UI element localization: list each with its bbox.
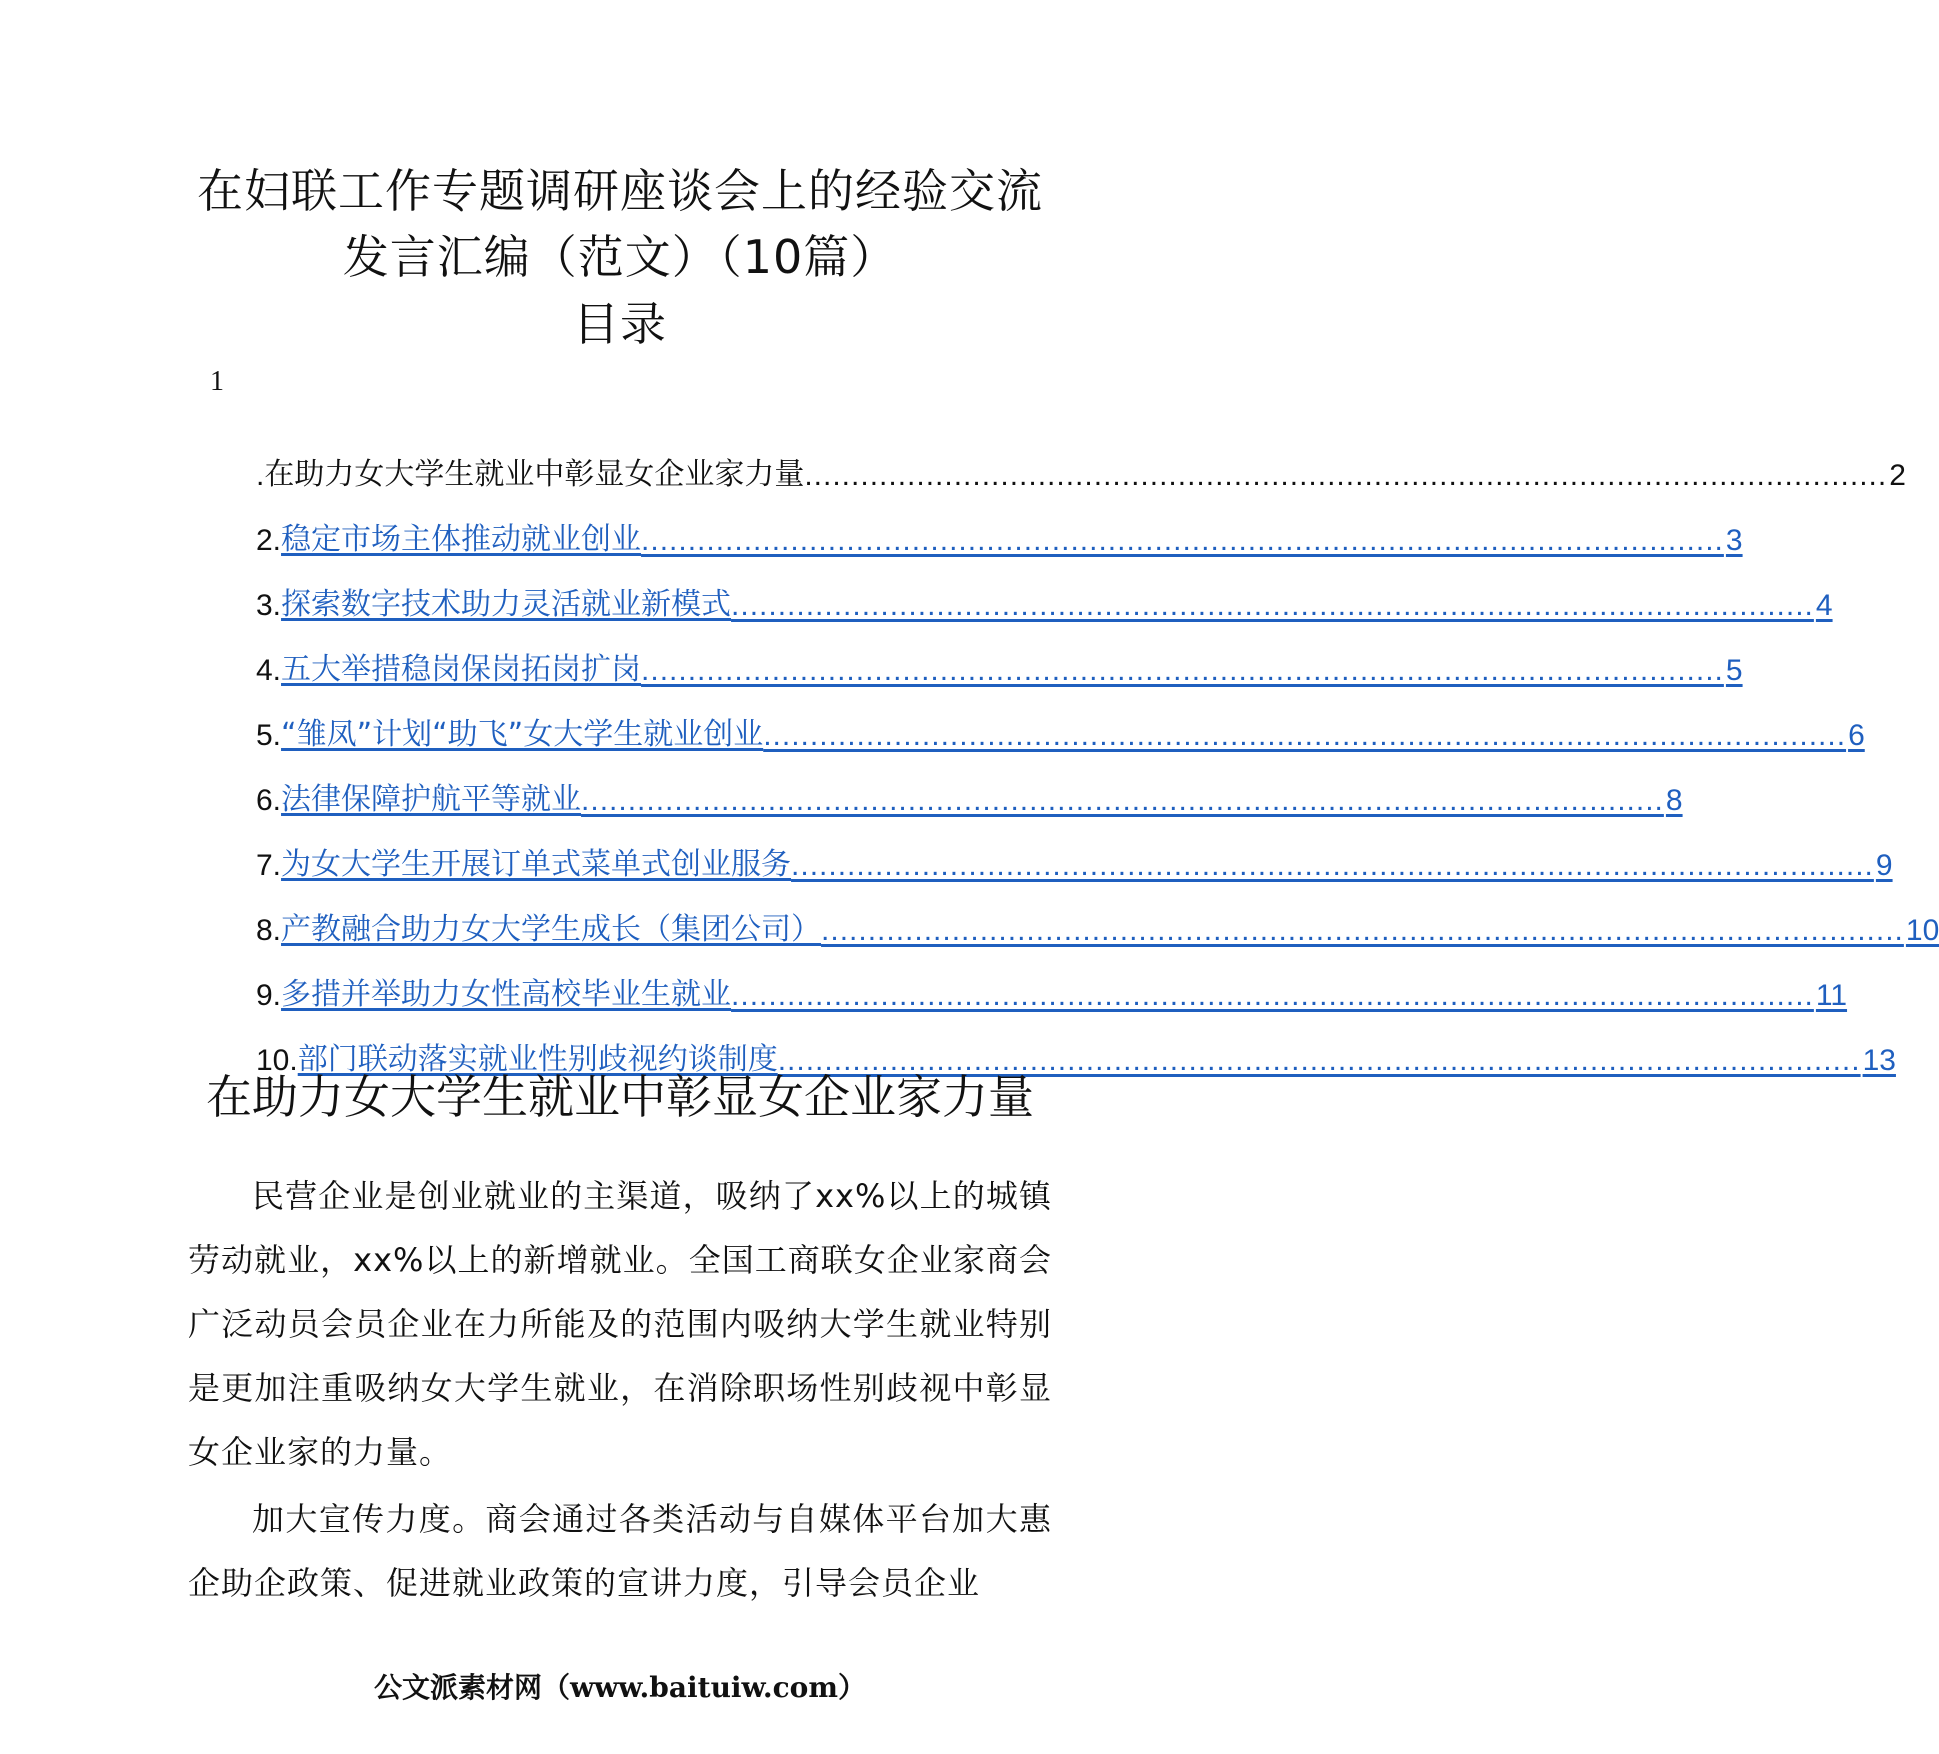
toc-entry-page[interactable]: 11	[1815, 979, 1848, 1012]
toc-first-number: 1	[210, 366, 224, 397]
toc-entry-link[interactable]: 产教融合助力女大学生成长（集团公司）	[281, 912, 822, 947]
toc-entry-number: .	[256, 459, 265, 492]
toc-entry-page[interactable]: 10	[1905, 914, 1939, 947]
toc-leader-dots: ....................................................................................................................	[641, 654, 1724, 687]
toc-entry-page[interactable]: 6	[1848, 719, 1865, 752]
toc-entry-number: 2.	[256, 524, 282, 557]
toc-leader-dots: ....................................................................................................................	[777, 1044, 1861, 1077]
toc-entry-link[interactable]: 稳定市场主体推动就业创业	[281, 522, 642, 557]
toc-entry-number: 3.	[256, 589, 282, 622]
toc-leader-dots: ....................................................................................................................	[641, 524, 1724, 557]
body-paragraph-1: 民营企业是创业就业的主渠道，吸纳了xx%以上的城镇劳动就业，xx%以上的新增就业。全国工商联女企业家商会广泛动员会员企业在力所能及的范围内吸纳大学生就业特别是更加注重吸纳女大学生就业，在消除职场性别歧视中彰显女企业家的力量。	[188, 1177, 1052, 1471]
table-of-contents	[256, 428, 1939, 1078]
page-footer: 公文派素材网（www.baituiw.com）	[374, 1671, 866, 1704]
body-paragraph-2: 加大宣传力度。商会通过各类活动与自媒体平台加大惠企助企政策、促进就业政策的宣讲力度，引导会员企业	[188, 1500, 1052, 1602]
document-title-line1: 在妇联工作专题调研座谈会上的经验交流	[197, 164, 1043, 218]
toc-entry-number: 4.	[256, 654, 282, 687]
toc-entry-link[interactable]: 法律保障护航平等就业	[281, 782, 582, 817]
toc-entry-page[interactable]: 5	[1725, 654, 1743, 687]
toc-entry-1[interactable]	[256, 428, 1906, 493]
toc-entry-page: 2	[1889, 459, 1906, 492]
document-title-line2: 发言汇编（范文）（10篇）	[342, 230, 898, 284]
toc-entry-number: 9.	[256, 979, 282, 1012]
toc-entry-number: 10.	[256, 1044, 298, 1077]
toc-leader-dots: ....................................................................................................................	[731, 589, 1814, 622]
toc-entry-number: 6.	[256, 784, 282, 817]
toc-entry-2[interactable]	[256, 493, 1743, 558]
toc-leader-dots: ....................................................................................................................	[804, 459, 1888, 492]
toc-entry-5[interactable]	[256, 688, 1865, 753]
toc-entry-link[interactable]: 探索数字技术助力灵活就业新模式	[281, 587, 732, 622]
toc-entry-page[interactable]: 3	[1725, 524, 1743, 557]
toc-entry-8[interactable]	[256, 883, 1939, 948]
toc-entry-link[interactable]: 多措并举助力女性高校毕业生就业	[281, 977, 732, 1012]
toc-entry-link[interactable]: 为女大学生开展订单式菜单式创业服务	[281, 847, 792, 882]
toc-leader-dots: ....................................................................................................................	[791, 849, 1874, 882]
toc-entry-number: 5.	[256, 719, 282, 752]
toc-entry-number: 7.	[256, 849, 282, 882]
toc-leader-dots: ....................................................................................................................	[581, 784, 1664, 817]
toc-entry-page[interactable]: 13	[1862, 1044, 1896, 1077]
toc-leader-dots: ....................................................................................................................	[821, 914, 1904, 947]
toc-entry-4[interactable]	[256, 623, 1743, 688]
toc-entry-3[interactable]	[256, 558, 1833, 623]
toc-entry-label: 在助力女大学生就业中彰显女企业家力量	[264, 457, 805, 492]
toc-entry-link[interactable]: 部门联动落实就业性别歧视约谈制度	[297, 1042, 778, 1077]
toc-heading: 目录	[573, 297, 667, 351]
section-heading: 在助力女大学生就业中彰显女企业家力量	[206, 1070, 1034, 1124]
toc-entry-6[interactable]	[256, 753, 1683, 818]
toc-entry-number: 8.	[256, 914, 282, 947]
toc-entry-link[interactable]: 五大举措稳岗保岗拓岗扩岗	[281, 652, 642, 687]
toc-entry-page[interactable]: 9	[1875, 849, 1893, 882]
toc-leader-dots: ....................................................................................................................	[763, 719, 1847, 752]
toc-entry-link[interactable]: “雏凤”计划“助飞”女大学生就业创业	[281, 717, 764, 752]
toc-entry-9[interactable]	[256, 948, 1848, 1013]
toc-entry-7[interactable]	[256, 818, 1893, 883]
toc-entry-page[interactable]: 4	[1815, 589, 1833, 622]
toc-leader-dots: ....................................................................................................................	[731, 979, 1814, 1012]
toc-entry-page[interactable]: 8	[1665, 784, 1683, 817]
